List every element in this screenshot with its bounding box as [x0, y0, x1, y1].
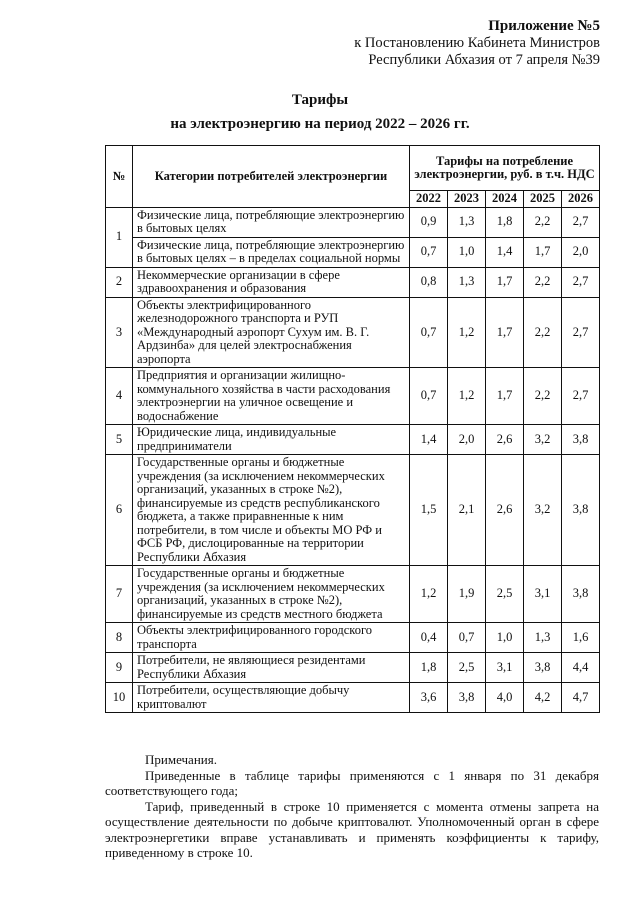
tariff-value: 3,2	[524, 455, 562, 566]
tariff-value: 1,6	[562, 623, 600, 653]
year-header: 2024	[486, 191, 524, 208]
row-category: Физические лица, потребляющие электроэнергию в бытовых целях	[133, 207, 410, 237]
row-category: Предприятия и организации жилищно-коммунального хозяйства в части расходования электроэнергии на уличное освещение и водоснабжение	[133, 368, 410, 425]
row-category: Государственные органы и бюджетные учреждения (за исключением некоммерческих организаций, указанных в строке №2), финансируемые из средств республиканского бюджета, а также приравненные к ним потребители, в том числе и объекты МО РФ и ФСБ РФ, дислоцированные на территории Республики Абхазия	[133, 455, 410, 566]
row-number: 5	[106, 425, 133, 455]
tariff-value: 0,7	[410, 297, 448, 368]
table-row	[106, 368, 600, 425]
tariff-value: 1,3	[448, 267, 486, 297]
row-number: 2	[106, 267, 133, 297]
tariff-value: 4,4	[562, 653, 600, 683]
year-header: 2025	[524, 191, 562, 208]
year-header: 2023	[448, 191, 486, 208]
table-row	[106, 207, 600, 237]
tariff-value: 3,8	[562, 455, 600, 566]
tariff-value: 2,7	[562, 207, 600, 237]
row-number: 8	[106, 623, 133, 653]
row-category: Некоммерческие организации в сфере здравоохранения и образования	[133, 267, 410, 297]
row-number: 1	[106, 207, 133, 267]
tariff-value: 3,8	[448, 683, 486, 713]
tariff-value: 1,4	[486, 237, 524, 267]
tariff-value: 4,7	[562, 683, 600, 713]
tariff-value: 3,8	[524, 653, 562, 683]
tariff-value: 3,1	[524, 566, 562, 623]
table-row	[106, 653, 600, 683]
tariff-value: 2,5	[448, 653, 486, 683]
tariff-value: 2,2	[524, 297, 562, 368]
tariff-value: 2,5	[486, 566, 524, 623]
tariff-value: 1,7	[524, 237, 562, 267]
tariff-value: 2,7	[562, 368, 600, 425]
table-row	[106, 455, 600, 566]
tariff-value: 2,7	[562, 267, 600, 297]
tariff-value: 1,3	[448, 207, 486, 237]
tariff-value: 2,2	[524, 368, 562, 425]
tariff-value: 0,7	[410, 237, 448, 267]
tariff-value: 1,7	[486, 368, 524, 425]
table-row	[106, 297, 600, 368]
tariff-value: 0,9	[410, 207, 448, 237]
tariff-value: 2,0	[448, 425, 486, 455]
tariff-value: 3,2	[524, 425, 562, 455]
document-subtitle: на электроэнергию на период 2022 – 2026 гг.	[170, 116, 470, 132]
column-header-number: №	[106, 146, 133, 208]
row-number: 6	[106, 455, 133, 566]
row-category: Юридические лица, индивидуальные предприниматели	[133, 425, 410, 455]
notes-section	[105, 752, 599, 861]
tariff-value: 1,2	[410, 566, 448, 623]
tariff-value: 1,5	[410, 455, 448, 566]
tariff-value: 0,8	[410, 267, 448, 297]
tariff-value: 1,3	[524, 623, 562, 653]
column-header-tariffs: Тарифы на потребление электроэнергии, руб. в т.ч. НДС	[410, 146, 600, 191]
column-header-category: Категории потребителей электроэнергии	[133, 146, 410, 208]
year-header: 2022	[410, 191, 448, 208]
tariff-value: 2,6	[486, 425, 524, 455]
table-header-row	[106, 146, 600, 191]
tariff-value: 1,2	[448, 368, 486, 425]
appendix-number: Приложение №5	[488, 18, 600, 34]
tariff-value: 4,0	[486, 683, 524, 713]
row-number: 3	[106, 297, 133, 368]
tariff-value: 2,2	[524, 207, 562, 237]
tariff-value: 1,7	[486, 297, 524, 368]
appendix-reference: к Постановлению Кабинета Министров	[354, 35, 600, 51]
tariff-value: 3,1	[486, 653, 524, 683]
table-row	[106, 566, 600, 623]
tariff-value: 1,7	[486, 267, 524, 297]
table-row	[106, 425, 600, 455]
tariff-value: 2,1	[448, 455, 486, 566]
table-row	[106, 267, 600, 297]
row-number: 9	[106, 653, 133, 683]
tariff-value: 1,8	[486, 207, 524, 237]
tariff-value: 3,8	[562, 425, 600, 455]
tariff-value: 1,8	[410, 653, 448, 683]
tariff-value: 2,2	[524, 267, 562, 297]
tariff-value: 0,7	[410, 368, 448, 425]
row-number: 7	[106, 566, 133, 623]
tariff-value: 2,7	[562, 297, 600, 368]
appendix-reference-date: Республики Абхазия от 7 апреля №39	[368, 52, 600, 68]
row-category: Потребители, не являющиеся резидентами Республики Абхазия	[133, 653, 410, 683]
tariff-table	[105, 145, 600, 713]
note-paragraph: Тариф, приведенный в строке 10 применяется с момента отмены запрета на осуществление деятельности по добыче криптовалют. Уполномоченный орган в сфере электроэнергетики вправе устанавливать и применять коэффициенты к тарифу, приведенному в строке 10.	[105, 798, 599, 860]
tariff-value: 4,2	[524, 683, 562, 713]
table-row	[106, 683, 600, 713]
appendix-header	[354, 18, 600, 69]
tariff-value: 1,0	[448, 237, 486, 267]
row-category: Объекты электрифицированного железнодорожного транспорта и РУП «Международный аэропорт Сухум им. В. Г. Ардзинба» для целей электроснабжения аэропорта	[133, 297, 410, 368]
tariff-value: 2,0	[562, 237, 600, 267]
year-header: 2026	[562, 191, 600, 208]
row-category: Потребители, осуществляющие добычу криптовалют	[133, 683, 410, 713]
table-row	[106, 623, 600, 653]
row-category: Физические лица, потребляющие электроэнергию в бытовых целях – в пределах социальной нормы	[133, 237, 410, 267]
row-number: 10	[106, 683, 133, 713]
document-title: Тарифы	[291, 92, 349, 108]
notes-heading: Примечания.	[145, 752, 217, 767]
tariff-value: 3,8	[562, 566, 600, 623]
tariff-value: 1,2	[448, 297, 486, 368]
note-paragraph: Приведенные в таблице тарифы применяются с 1 января по 31 декабря соответствующего года;	[105, 767, 599, 798]
tariff-value: 2,6	[486, 455, 524, 566]
tariff-value: 0,7	[448, 623, 486, 653]
tariff-value: 1,9	[448, 566, 486, 623]
tariff-value: 1,4	[410, 425, 448, 455]
row-number: 4	[106, 368, 133, 425]
row-category: Государственные органы и бюджетные учреждения (за исключением некоммерческих организаций, указанных в строке №2), финансируемые из средств местного бюджета	[133, 566, 410, 623]
tariff-value: 1,0	[486, 623, 524, 653]
row-category: Объекты электрифицированного городского транспорта	[133, 623, 410, 653]
tariff-value: 3,6	[410, 683, 448, 713]
table-row	[106, 237, 600, 267]
tariff-value: 0,4	[410, 623, 448, 653]
